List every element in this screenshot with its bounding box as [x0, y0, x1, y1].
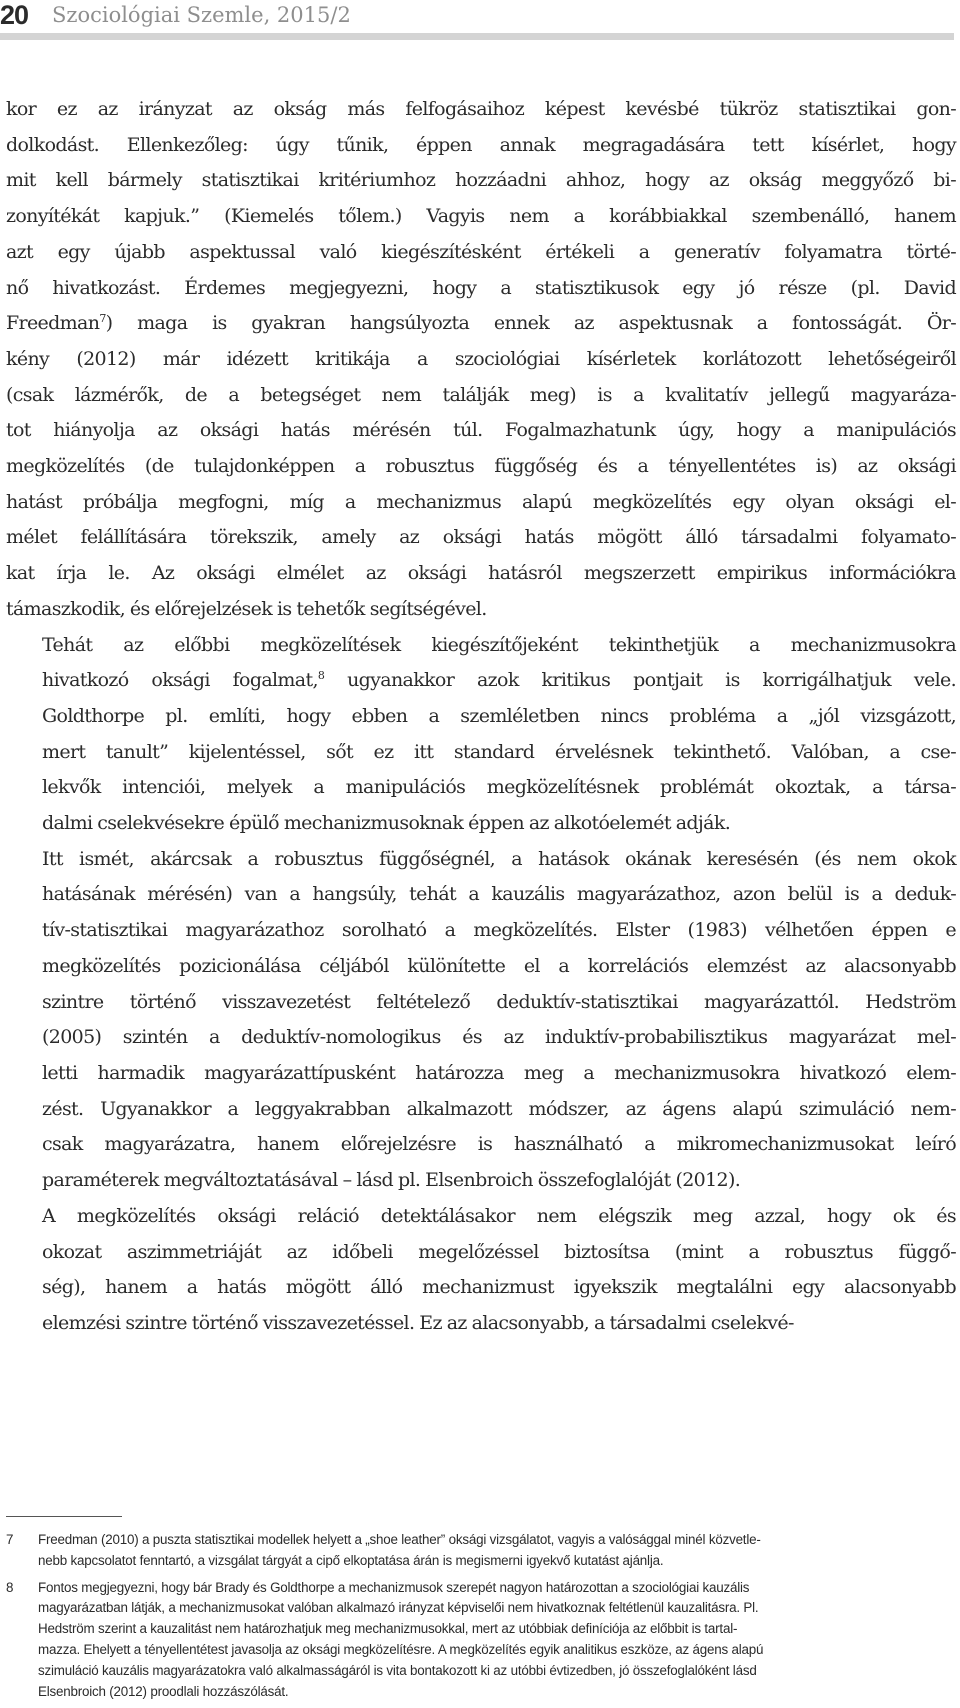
- text-line: kor ez az irányzat az okság más felfogásaihoz képest kevésbé tükröz statisztikai gon-: [6, 98, 956, 120]
- paragraph: [6, 92, 956, 628]
- text-line: (2005) szintén a deduktív-nomologikus és az induktív-probabilisztikus magyarázat mel-: [42, 1026, 956, 1049]
- footnote-ref[interactable]: 7: [99, 312, 106, 326]
- text-line: tív-statisztikai magyarázathoz sorolható a megközelítés. Elster (1983) vélhetően éppen e: [42, 919, 956, 942]
- text-line: megközelítés (de tulajdonképpen a robusztus függőség és a tényellentétes is) az oksági: [6, 455, 956, 478]
- text-line: Tehát az előbbi megközelítések kiegészítőjeként tekinthetjük a mechanizmusokra: [42, 633, 956, 656]
- text-line: szintre történő visszavezetést feltételező deduktív-statisztikai magyarázattól. Hedström: [42, 990, 956, 1013]
- page-number: 20: [0, 0, 29, 30]
- text-line: megközelítés pozicionálása céljából különítette el a korrelációs elemzést az alacsonyabb: [42, 954, 956, 977]
- footnote-line: szimuláció kauzális magyarázatokra való alkalmasságáról is vita bontakozott ki az utóbbi évtizedben, jó összefoglalóként lásd: [38, 1662, 757, 1678]
- text-line: csak magyarázatra, hanem előrejelzésre is használható a mikromechanizmusokat leíró: [42, 1133, 956, 1156]
- text-line: tot hiányolja az oksági hatás mérésén túl. Fogalmazhatunk úgy, hogy a manipulációs: [6, 419, 956, 442]
- header-rule: [0, 33, 954, 40]
- text-line: paraméterek megváltoztatásával – lásd pl. Elsenbroich összefoglalóját (2012).: [42, 1169, 741, 1192]
- footnote-line: Elsenbroich (2012) proodlali hozzászólását.: [38, 1683, 289, 1699]
- text-line: kény (2012) már idézett kritikája a szociológiai kísérletek korlátozott lehetőségeiről: [6, 347, 956, 370]
- text-line: zonyítékát kapjuk.” (Kiemelés tőlem.) Vagyis nem a korábbiakkal szembenálló, hanem: [6, 205, 956, 228]
- footnote: [6, 1578, 956, 1703]
- text-line: (csak lázmérők, de a betegséget nem találják meg) is a kvalitatív jellegű magyaráza-: [6, 383, 956, 406]
- journal-title: Szociológiai Szemle, 2015/2: [52, 3, 351, 27]
- footnote-line: Hedström szerint a kauzalitást nem határozhatjuk meg mechanizmusokkal, mert az utóbbiak definíciója az előbbit is tartal-: [38, 1621, 738, 1637]
- footnote-line: nebb kapcsolatot fenntartó, a vizsgálat tárgyát a cipő elkoptatása árán is megismerni igyekvő kutatást ajánlja.: [38, 1552, 664, 1568]
- footnote-number: 7: [6, 1532, 14, 1547]
- text-line: lekvők intenciói, melyek a manipulációs megközelítésnek problémát okoztak, a társa-: [42, 776, 956, 799]
- paragraph: [6, 628, 956, 842]
- text-line: hatásának mérésén) van a hangsúly, tehát a kauzális magyarázathoz, azon belül is a deduk-: [42, 883, 956, 906]
- text-line: nő hivatkozást. Érdemes megjegyezni, hogy a statisztikusok egy jó része (pl. David: [6, 276, 956, 299]
- text-line: dolkodást. Ellenkezőleg: úgy tűnik, éppen annak megragadására tett kísérlet, hogy: [6, 133, 956, 156]
- body-text: [6, 92, 956, 1342]
- page-header: [0, 0, 960, 40]
- footnote-line: Freedman (2010) a puszta statisztikai modellek helyett a „shoe leather” oksági vizsgálatot, vagyis a valósággal minél közvetle-: [38, 1532, 761, 1547]
- paragraph: [6, 1199, 956, 1342]
- text-line: Itt ismét, akárcsak a robusztus függőségnél, a hatások okának keresésén (és nem okok: [42, 847, 956, 870]
- text-line: Freedman$^7$) maga is gyakran hangsúlyozta ennek az aspektusnak a fontosságát. Ör-: [6, 312, 956, 335]
- text-line: Goldthorpe pl. említi, hogy ebben a szemléletben nincs probléma a „jól vizsgázott,: [42, 704, 956, 727]
- text-line: A megközelítés oksági reláció detektálásakor nem elégszik meg azzal, hogy ok és: [42, 1204, 956, 1227]
- text-line: elemzési szintre történő visszavezetéssel. Ez az alacsonyabb, a társadalmi cselekvé-: [42, 1311, 794, 1334]
- footnote-ref[interactable]: 8: [317, 669, 325, 683]
- text-line: mélet felállítására törekszik, amely az oksági hatás mögött álló társadalmi folyamato-: [6, 526, 956, 549]
- text-line: zést. Ugyanakkor a leggyakrabban alkalmazott módszer, az ágens alapú szimuláció nem-: [42, 1097, 956, 1120]
- text-line: dalmi cselekvésekre épülő mechanizmusoknak éppen az alkotóelemét adják.: [42, 812, 731, 835]
- text-line: letti harmadik magyarázattípusként határozza meg a mechanizmusokra hivatkozó elem-: [42, 1061, 956, 1084]
- footnotes: [6, 1530, 956, 1708]
- footnote-number: 8: [6, 1579, 14, 1595]
- footnote-line: Fontos megjegyezni, hogy bár Brady és Goldthorpe a mechanizmusok szerepét nagyon határozottan a szociológiai kauzális: [38, 1579, 750, 1595]
- footnote: [6, 1530, 956, 1572]
- text-line: támaszkodik, és előrejelzések is tehetők segítségével.: [6, 597, 487, 620]
- footnote-line: magyarázatban látják, a mechanizmusokat valóban alkalmazó irányzat képviselői nem hivatkoznak feltétlenül kauzalitásra. Pl.: [38, 1600, 759, 1616]
- text-line: ség), hanem a hatás mögött álló mechanizmust igyekszik megtalálni egy alacsonyabb: [42, 1276, 956, 1299]
- text-line: mert tanult” kijelentéssel, sőt ez itt standard érvelésnek tekinthető. Valóban, a cse-: [42, 740, 956, 763]
- text-line: kat írja le. Az oksági elmélet az oksági hatásról megszerzett empirikus információkra: [6, 562, 956, 585]
- text-line: mit kell bármely statisztikai kritériumhoz hozzáadni ahhoz, hogy az okság meggyőző bi-: [6, 169, 956, 192]
- text-line: azt egy újabb aspektussal való kiegészítésként értékeli a generatív folyamatra törté-: [6, 240, 956, 263]
- footnote-separator: [6, 1516, 122, 1517]
- paragraph: [6, 842, 956, 1199]
- text-line: hivatkozó oksági fogalmat,$^8$ ugyanakkor azok kritikus pontjait is korrigálhatjuk vele.: [42, 669, 956, 692]
- text-line: okozat aszimmetriáját az időbeli megelőzéssel biztosítsa (mint a robusztus függő-: [42, 1240, 956, 1263]
- text-line: hatást próbálja megfogni, míg a mechanizmus alapú megközelítés egy olyan oksági el-: [6, 490, 956, 513]
- footnote-line: mazza. Ehelyett a tényellentétest javasolja az oksági megközelítésre. A megközelítés egyik analitikus eszköze, az ágens alapú: [38, 1641, 764, 1657]
